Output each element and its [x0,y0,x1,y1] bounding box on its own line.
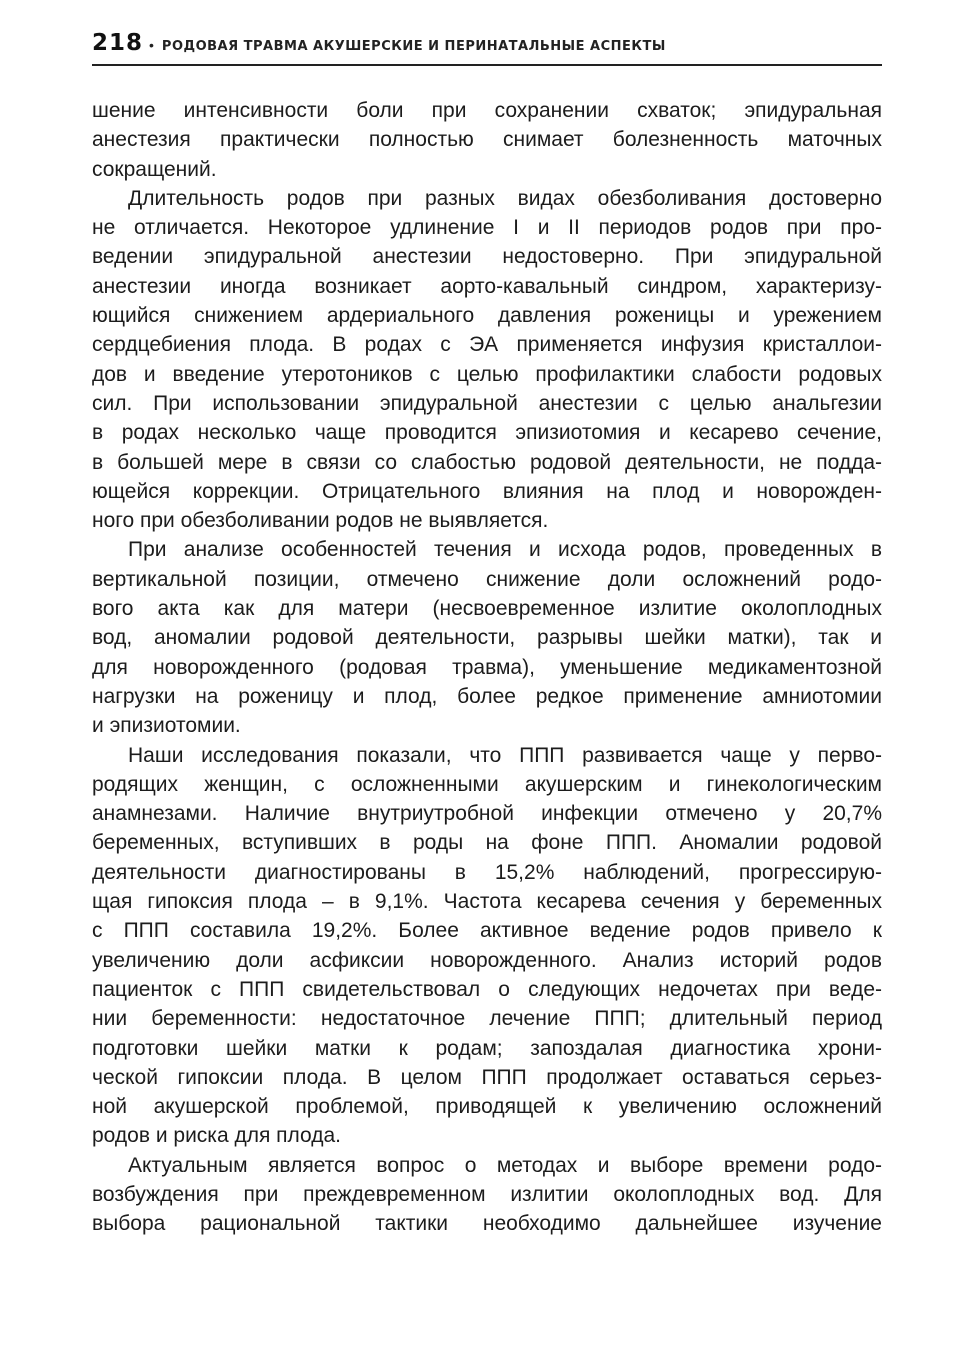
text-line: ного при обезболивании родов не выявляется. [92,509,549,533]
text-line: сокращений. [92,157,217,181]
text-line: шение интенсивности боли при сохранении схваток; эпидуральная [92,99,882,122]
text-line: дов и введение утеротоников с целью профилактики слабости родовых [92,362,882,386]
text-line: щая гипоксия плода – в 9,1%. Частота кесарева сечения у беременных [92,890,882,914]
text-line: ной акушерской проблемой, приводящей к увеличению осложнений [92,1095,882,1119]
text-line: нии беременности: недостаточное лечение ППП; длительный период [92,1007,882,1031]
text-line: нагрузки на роженицу и плод, более редкое применение амниотомии [92,684,882,708]
text-line: ющийся снижением ардериального давления роженицы и урежением [92,304,882,328]
text-line: Наши исследования показали, что ППП развивается чаще у перво- [128,743,882,767]
text-line: ющейся коррекции. Отрицательного влияния на плод и новорожден- [92,479,882,503]
text-line: с ППП составила 19,2%. Более активное ведение родов привело к [92,919,882,943]
text-line: подготовки шейки матки к родам; запоздалая диагностика хрони- [92,1036,882,1060]
text-line: пациенток с ППП свидетельствовал о следующих недочетах при веде- [92,977,882,1001]
text-line: Длительность родов при разных видах обезболивания достоверно [128,186,882,210]
text-line: деятельности диагностированы в 15,2% наблюдений, прогрессирую- [92,860,882,884]
text-line: сил. При использовании эпидуральной анестезии с целью анальгезии [92,391,882,415]
paragraph [92,741,882,1151]
body-text [92,96,882,1239]
text-line: и эпизиотомии. [92,714,241,738]
text-line: в родах несколько чаще проводится эпизиотомия и кесарево сечение, [92,421,882,445]
text-line: анестезии иногда возникает аорто-кавальный синдром, характеризу- [92,274,882,298]
text-line: анестезия практически полностью снимает болезненность маточных [92,128,882,152]
text-line: выбора рациональной тактики необходимо дальнейшее изучение [92,1212,882,1236]
paragraph [92,96,882,184]
text-line: родов и риска для плода. [92,1124,342,1148]
text-line: вертикальной позиции, отмечено снижение доли осложнений родо- [92,567,882,591]
text-line: родящих женщин, с осложненными акушерским и гинекологическим [92,772,882,796]
header-bullet: • [149,37,154,53]
running-title: РОДОВАЯ ТРАВМА АКУШЕРСКИЕ И ПЕРИНАТАЛЬНЫЕ АСПЕКТЫ [161,39,666,54]
text-line: ческой гипоксии плода. В целом ППП продолжает оставаться серьез- [92,1065,882,1089]
text-line: беременных, вступивших в роды на фоне ППП. Аномалии родовой [92,831,882,855]
text-line: для новорожденного (родовая травма), уменьшение медикаментозной [92,655,882,679]
text-line: Актуальным является вопрос о методах и выборе времени родо- [128,1153,882,1177]
text-line: При анализе особенностей течения и исхода родов, проведенных в [128,538,882,562]
text-line: увеличению доли асфиксии новорожденного. Анализ историй родов [92,948,882,972]
text-line: вод, аномалии родовой деятельности, разрывы шейки матки), так и [92,626,882,650]
text-line: сердцебиения плода. В родах с ЭА применяется инфузия кристаллои- [92,333,882,357]
text-line: вого акта как для матери (несвоевременное излитие околоплодных [92,597,882,621]
text-line: ведении эпидуральной анестезии недостоверно. При эпидуральной [92,245,882,269]
text-line: возбуждения при преждевременном излитии околоплодных вод. Для [92,1182,882,1206]
running-header [92,30,882,66]
paragraph [92,184,882,536]
text-line: в большей мере в связи со слабостью родовой деятельности, не подда- [92,450,882,474]
paragraph [92,535,882,740]
text-line: анамнезами. Наличие внутриутробной инфекции отмечено у 20,7% [92,802,882,826]
page-number: 218 [92,30,144,56]
text-line: не отличается. Некоторое удлинение I и II периодов родов при про- [92,216,882,240]
paragraph [92,1151,882,1239]
